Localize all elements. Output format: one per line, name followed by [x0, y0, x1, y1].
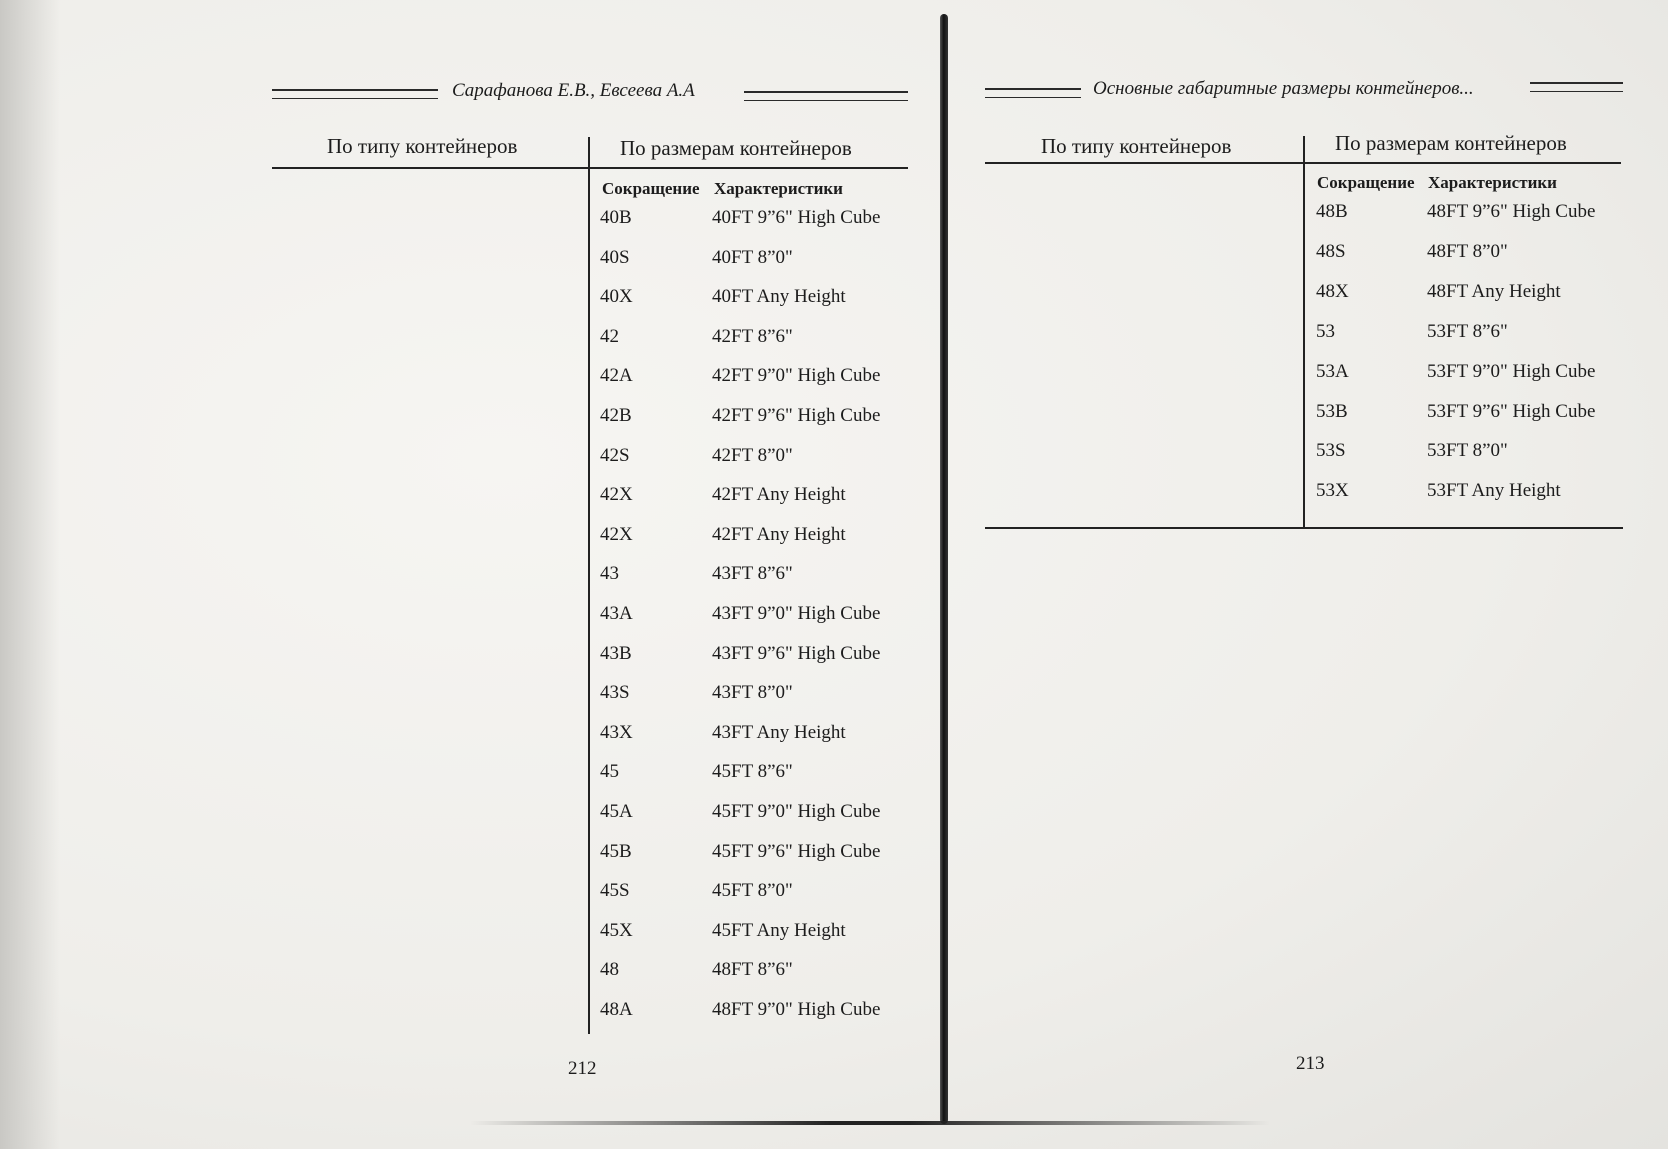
abbreviation-cell: 48S: [1316, 240, 1346, 262]
characteristics-cell: 43FT 9”0" High Cube: [712, 603, 881, 624]
abbreviation-cell: 42S: [600, 444, 630, 466]
table-row: [600, 722, 900, 746]
characteristics-cell: 43FT 8”0": [712, 682, 793, 704]
header-by-size: По размерам контейнеров: [1335, 131, 1567, 155]
subheader-abbreviation: Сокращение: [1317, 173, 1415, 192]
abbreviation-cell: 40B: [600, 207, 632, 228]
abbreviation-cell: 48B: [1316, 201, 1348, 222]
characteristics-cell: 53FT Any Height: [1427, 480, 1561, 502]
characteristics-cell: 43FT Any Height: [712, 721, 846, 743]
characteristics-cell: 42FT 8”0": [712, 444, 793, 466]
table-row: [1316, 241, 1616, 265]
characteristics-cell: 45FT 9”0" High Cube: [712, 801, 881, 822]
table-row: [600, 405, 900, 429]
abbreviation-cell: 53B: [1316, 400, 1348, 422]
table-row: [600, 880, 900, 904]
right-page: [985, 0, 1623, 1149]
page-number: 212: [568, 1058, 597, 1079]
characteristics-cell: 53FT 8”0": [1427, 440, 1508, 462]
abbreviation-cell: 42X: [600, 484, 633, 506]
table-row: [600, 563, 900, 587]
table-row: [600, 207, 900, 231]
abbreviation-cell: 45S: [600, 880, 630, 902]
table-row: [600, 286, 900, 310]
table-row: [600, 484, 900, 508]
characteristics-cell: 45FT Any Height: [712, 919, 846, 941]
table-row: [600, 761, 900, 785]
characteristics-cell: 48FT 8”6": [712, 959, 793, 981]
characteristics-cell: 45FT 8”6": [712, 761, 793, 783]
abbreviation-cell: 43A: [600, 603, 633, 624]
column-divider: [588, 137, 590, 1034]
abbreviation-cell: 53: [1316, 320, 1335, 342]
header-by-size: По размерам контейнеров: [620, 136, 852, 160]
characteristics-cell: 45FT 8”0": [712, 880, 793, 902]
table-row: [1316, 321, 1616, 345]
abbreviation-cell: 43B: [600, 642, 632, 664]
characteristics-cell: 43FT 8”6": [712, 563, 793, 585]
subheader-abbreviation: Сокращение: [602, 179, 700, 198]
abbreviation-cell: 42A: [600, 365, 633, 387]
table-row: [1316, 361, 1616, 385]
table-row: [600, 603, 900, 627]
book-spine: [940, 14, 948, 1124]
abbreviation-cell: 48X: [1316, 280, 1349, 302]
abbreviation-cell: 42X: [600, 523, 633, 545]
abbreviation-cell: 45B: [600, 840, 632, 862]
characteristics-cell: 45FT 9”6" High Cube: [712, 840, 881, 862]
characteristics-cell: 42FT Any Height: [712, 484, 846, 506]
characteristics-cell: 40FT 8”0": [712, 246, 793, 268]
table-row: [600, 365, 900, 389]
abbreviation-cell: 43: [600, 563, 619, 585]
characteristics-cell: 48FT 9”0" High Cube: [712, 999, 881, 1020]
table-row: [600, 247, 900, 271]
characteristics-cell: 53FT 8”6": [1427, 320, 1508, 342]
abbreviation-cell: 43S: [600, 682, 630, 704]
table-row: [1316, 440, 1616, 464]
running-head-text: Основные габаритные размеры контейнеров...: [1093, 78, 1474, 99]
table-row: [600, 801, 900, 825]
abbreviation-cell: 48A: [600, 999, 633, 1020]
abbreviation-cell: 45: [600, 761, 619, 783]
column-divider: [1303, 136, 1305, 529]
table-row: [600, 959, 900, 983]
header-by-type: По типу контейнеров: [1041, 134, 1232, 158]
characteristics-cell: 43FT 9”6" High Cube: [712, 642, 881, 664]
header-rule: [272, 167, 908, 169]
characteristics-cell: 40FT 9”6" High Cube: [712, 207, 881, 228]
abbreviation-cell: 42B: [600, 405, 632, 426]
table-row: [600, 999, 900, 1023]
characteristics-cell: 53FT 9”6" High Cube: [1427, 400, 1596, 422]
table-row: [1316, 201, 1616, 225]
characteristics-cell: 42FT 8”6": [712, 325, 793, 347]
table-row: [600, 682, 900, 706]
characteristics-cell: 42FT 9”6" High Cube: [712, 405, 881, 426]
container-table: [985, 0, 1623, 1149]
characteristics-cell: 48FT 9”6" High Cube: [1427, 201, 1596, 222]
abbreviation-cell: 45X: [600, 919, 633, 941]
abbreviation-cell: 53A: [1316, 360, 1349, 382]
abbreviation-cell: 48: [600, 959, 619, 981]
header-by-type: По типу контейнеров: [327, 134, 518, 158]
subheader-characteristics: Характеристики: [714, 179, 843, 198]
characteristics-cell: 40FT Any Height: [712, 286, 846, 308]
abbreviation-cell: 53X: [1316, 480, 1349, 502]
running-head-text: Сарафанова Е.В., Евсеева А.А: [452, 80, 695, 101]
abbreviation-cell: 53S: [1316, 440, 1346, 462]
table-row: [600, 841, 900, 865]
characteristics-cell: 48FT 8”0": [1427, 240, 1508, 262]
characteristics-cell: 48FT Any Height: [1427, 280, 1561, 302]
abbreviation-cell: 42: [600, 325, 619, 347]
characteristics-cell: 42FT 9”0" High Cube: [712, 365, 881, 387]
abbreviation-cell: 45A: [600, 801, 633, 822]
abbreviation-cell: 40X: [600, 286, 633, 308]
subheader-characteristics: Характеристики: [1428, 173, 1557, 192]
page-edge-shadow: [0, 0, 60, 1149]
characteristics-cell: 53FT 9”0" High Cube: [1427, 360, 1596, 382]
page-number: 213: [1296, 1053, 1325, 1074]
table-row: [1316, 480, 1616, 504]
table-row: [1316, 401, 1616, 425]
characteristics-cell: 42FT Any Height: [712, 523, 846, 545]
table-row: [600, 920, 900, 944]
left-page: [272, 0, 908, 1149]
table-row: [600, 643, 900, 667]
container-table: [272, 0, 908, 1149]
table-row: [600, 326, 900, 350]
abbreviation-cell: 40S: [600, 246, 630, 268]
table-bottom-rule: [985, 527, 1623, 529]
table-row: [600, 445, 900, 469]
table-row: [1316, 281, 1616, 305]
abbreviation-cell: 43X: [600, 721, 633, 743]
table-row: [600, 524, 900, 548]
